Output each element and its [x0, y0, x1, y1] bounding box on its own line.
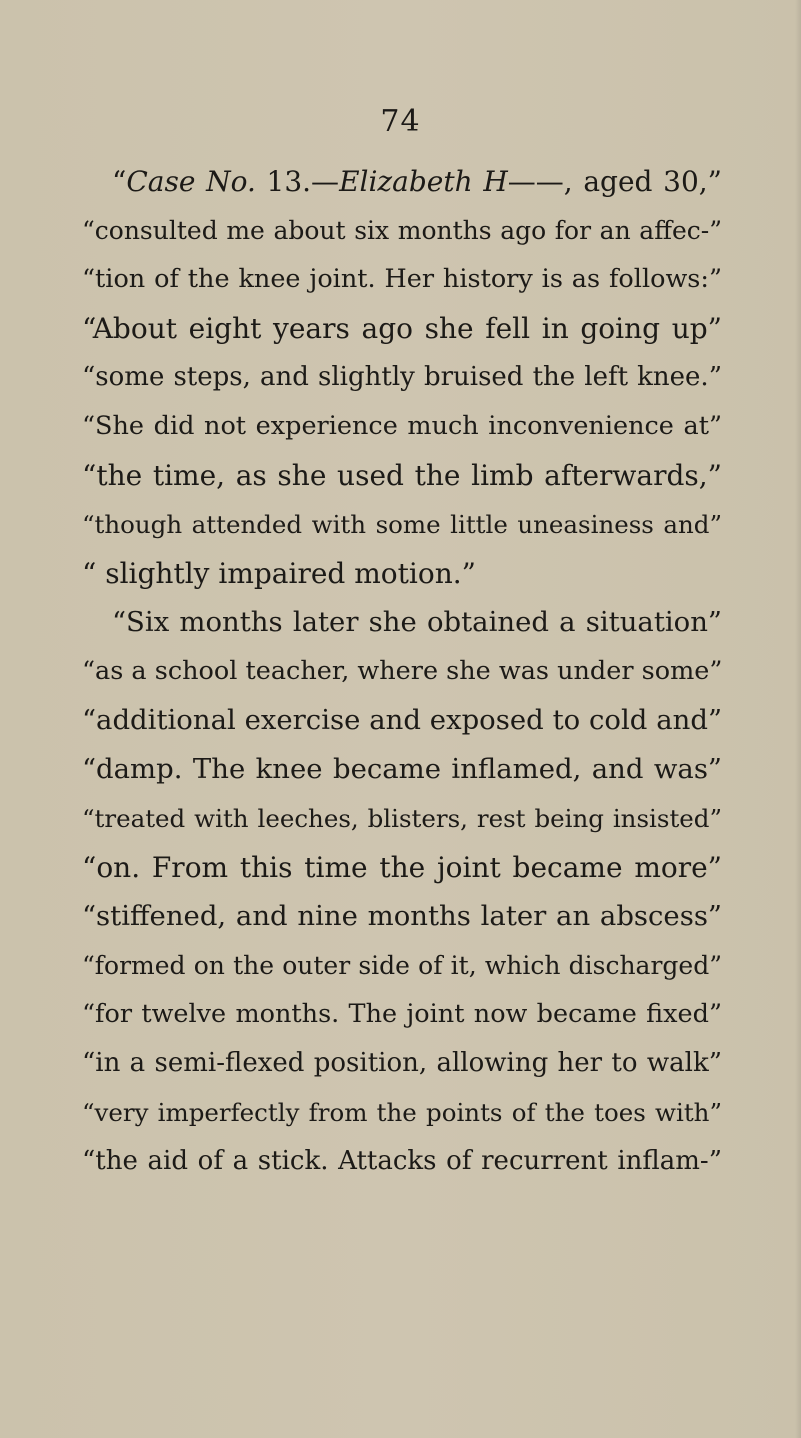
text-line: “She did not experience much inconvenience at” — [82, 411, 722, 441]
case-number: 13.— — [255, 165, 340, 198]
text-line: “as a school teacher, where she was under some” — [82, 656, 723, 686]
text-line: “the aid of a stick. Attacks of recurrent inflam-” — [82, 1146, 722, 1176]
text-line: “though attended with some little uneasiness and” — [82, 510, 722, 539]
text-line: “in a semi-flexed position, allowing her to walk” — [82, 1048, 722, 1078]
text-line: “some steps, and slightly bruised the left knee.” — [82, 362, 722, 392]
text-line: “formed on the outer side of it, which discharged” — [82, 951, 722, 980]
text-line: “additional exercise and exposed to cold and” — [82, 704, 722, 736]
text-line: “consulted me about six months ago for an affec-” — [82, 216, 722, 245]
case-label: Case No. — [126, 165, 256, 198]
heading-rest: ——, aged 30,” — [507, 165, 722, 198]
text-line: “damp. The knee became inflamed, and was” — [82, 753, 722, 785]
text-line: “tion of the knee joint. Her history is as follows:” — [82, 264, 722, 294]
text-line: “treated with leeches, blisters, rest being insisted” — [82, 804, 722, 833]
patient-name: Elizabeth H — [339, 165, 508, 198]
text-line: “for twelve months. The joint now became fixed” — [82, 999, 722, 1029]
case-heading-line: “Case No. 13.—Elizabeth H——, aged 30,” — [112, 165, 722, 198]
text-line: “About eight years ago she fell in going up” — [82, 312, 722, 345]
text-line: “Six months later she obtained a situation” — [112, 606, 722, 638]
page-number: 74 — [380, 104, 421, 139]
text-line: “the time, as she used the limb afterwards,” — [82, 459, 722, 492]
text-line: “on. From this time the joint became more” — [82, 851, 722, 884]
page-edge-shadow — [795, 0, 801, 1438]
page-body — [82, 157, 722, 1186]
text-line: “ slightly impaired motion.” — [82, 557, 476, 590]
text-line: “stiffened, and nine months later an abscess” — [82, 900, 722, 932]
text-line: “very imperfectly from the points of the toes with” — [82, 1098, 722, 1127]
